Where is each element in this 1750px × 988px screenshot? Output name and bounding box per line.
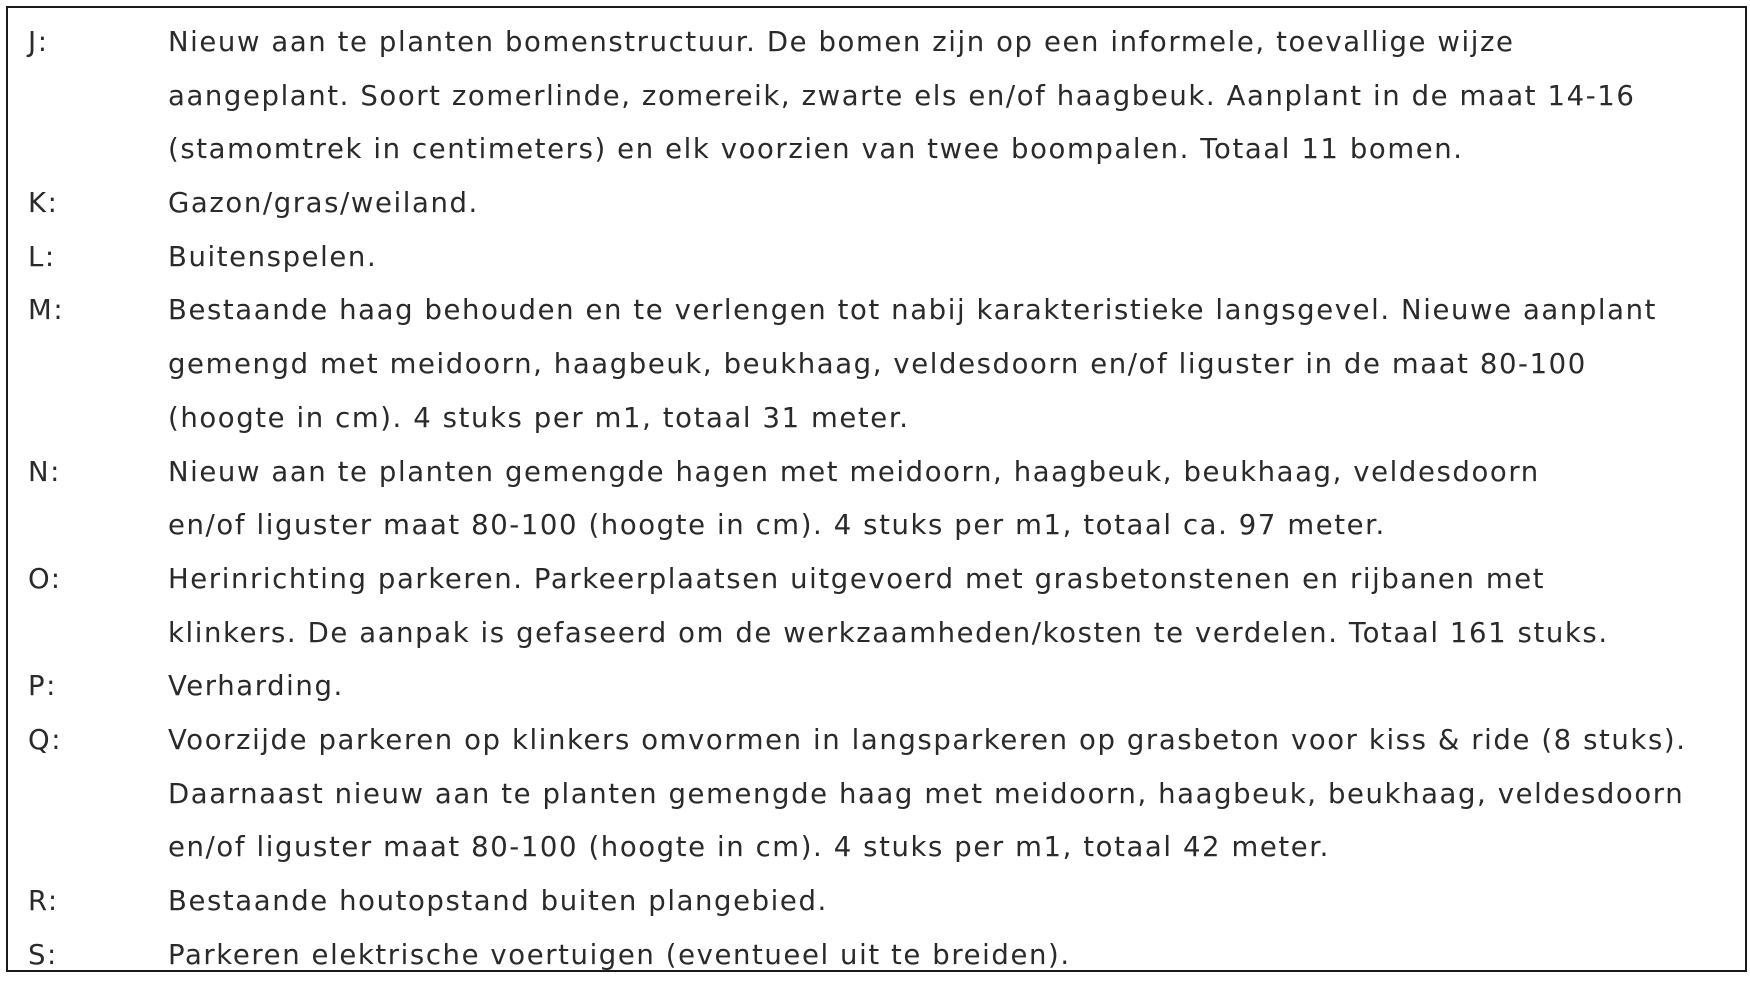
- legend-code: O:: [28, 562, 62, 595]
- legend-item-r: [28, 875, 1746, 929]
- description-line: en/of liguster maat 80-100 (hoogte in cm). 4 stuks per m1, totaal ca. 97 meter.: [168, 509, 1386, 542]
- legend-code: P:: [28, 670, 58, 703]
- description-line: Voorzijde parkeren op klinkers omvormen in langsparkeren op grasbeton voor kiss & ride (8 stuks).: [168, 723, 1687, 756]
- legend-frame: [6, 6, 1747, 972]
- legend-description: [168, 16, 1746, 177]
- legend-code: L:: [28, 240, 56, 273]
- legend-item-s: [28, 929, 1746, 972]
- legend-description: [168, 660, 1746, 714]
- legend-list: [28, 16, 1746, 972]
- legend-item-k: [28, 177, 1746, 231]
- legend-description: [168, 446, 1746, 553]
- description-line: Nieuw aan te planten bomenstructuur. De bomen zijn op een informele, toevallige wijze: [168, 26, 1515, 58]
- legend-item-m: [28, 284, 1746, 445]
- legend-code: N:: [28, 455, 62, 488]
- description-line: Bestaande haag behouden en te verlengen tot nabij karakteristieke langsgevel. Nieuwe aanplant: [168, 294, 1658, 327]
- description-line: en/of liguster maat 80-100 (hoogte in cm). 4 stuks per m1, totaal 42 meter.: [168, 831, 1331, 864]
- description-line: Nieuw aan te planten gemengde hagen met meidoorn, haagbeuk, beukhaag, veldesdoorn: [168, 455, 1540, 488]
- description-line: Herinrichting parkeren. Parkeerplaatsen uitgevoerd met grasbetonstenen en rijbanen met: [168, 562, 1546, 595]
- legend-description: [168, 177, 1746, 231]
- legend-description: [168, 284, 1746, 445]
- legend-code: S:: [28, 938, 58, 971]
- legend-item-p: [28, 660, 1746, 714]
- legend-description: [168, 875, 1746, 929]
- legend-description: [168, 231, 1746, 285]
- legend-item-q: [28, 714, 1746, 875]
- legend-item-n: [28, 446, 1746, 553]
- description-line: Buitenspelen.: [168, 240, 378, 273]
- description-line: Bestaande houtopstand buiten plangebied.: [168, 885, 828, 918]
- description-line: klinkers. De aanpak is gefaseerd om de werkzaamheden/kosten te verdelen. Totaal 161 stuks.: [168, 616, 1609, 649]
- description-line: gemengd met meidoorn, haagbeuk, beukhaag, veldesdoorn en/of liguster in de maat 80-100: [168, 348, 1587, 381]
- legend-code: R:: [28, 885, 59, 918]
- description-line: Gazon/gras/weiland.: [168, 187, 479, 220]
- legend-code: Q:: [28, 723, 63, 756]
- legend-code: M:: [28, 294, 65, 327]
- description-line: aangeplant. Soort zomerlinde, zomereik, zwarte els en/of haagbeuk. Aanplant in de maat 14-16: [168, 79, 1636, 112]
- description-line: Verharding.: [168, 670, 344, 703]
- legend-item-o: [28, 553, 1746, 660]
- legend-description: [168, 929, 1746, 972]
- description-line: Parkeren elektrische voertuigen (eventueel uit te breiden).: [168, 938, 1071, 971]
- legend-code: J:: [28, 26, 49, 58]
- legend-description: [168, 714, 1746, 875]
- description-line: (hoogte in cm). 4 stuks per m1, totaal 31 meter.: [168, 401, 910, 434]
- legend-item-j: [28, 16, 1746, 177]
- description-line: (stamomtrek in centimeters) en elk voorzien van twee boompalen. Totaal 11 bomen.: [168, 133, 1464, 166]
- legend-code: K:: [28, 187, 59, 220]
- legend-description: [168, 553, 1746, 660]
- description-line: Daarnaast nieuw aan te planten gemengde haag met meidoorn, haagbeuk, beukhaag, veldesdoorn: [168, 777, 1685, 810]
- legend-item-l: [28, 231, 1746, 285]
